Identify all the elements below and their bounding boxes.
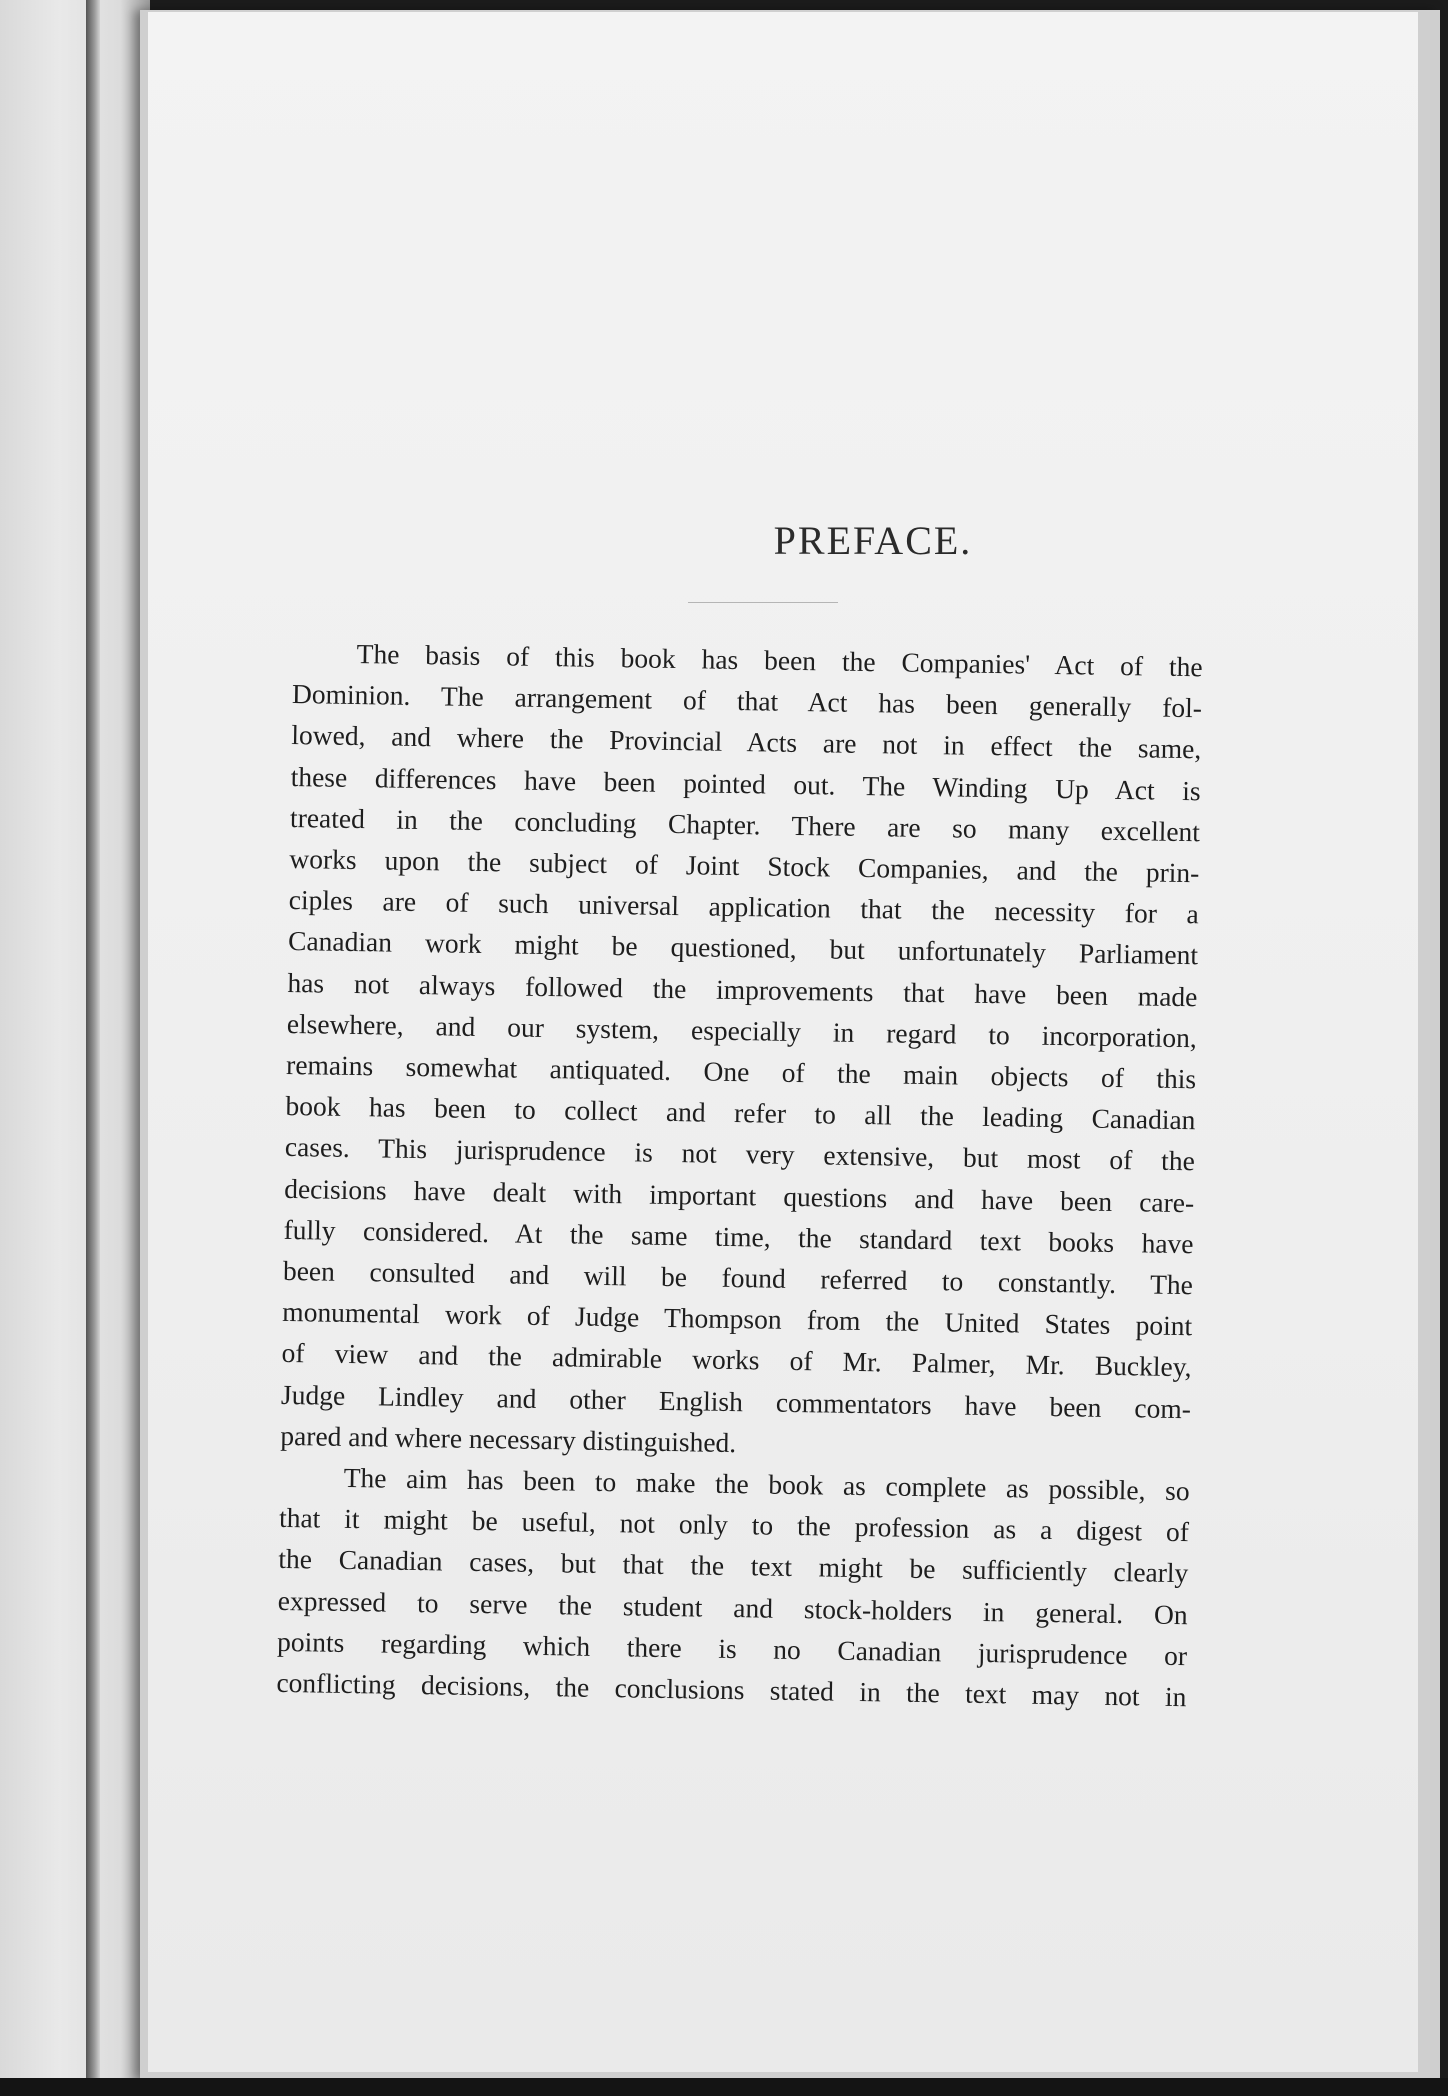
text-line: The aim has been to make the book as complete as possible, so [343,1461,1190,1507]
text-line: book has been to collect and refer to all the leading Canadian [285,1090,1196,1136]
text-line: The basis of this book has been the Companies' Act of the [356,638,1203,683]
text-line: works upon the subject of Joint Stock Companies, and the prin- [289,842,1200,889]
text-line: ciples are of such universal application that the necessity for a [288,884,1199,930]
text-line: expressed to serve the student and stock-holders in general. On [277,1584,1188,1630]
text-line: remains somewhat antiquated. One of the main objects of this [285,1048,1197,1095]
text-line: been consulted and will be found referred to constantly. The [282,1254,1194,1301]
text-line: these differences have been pointed out. The Winding Up Act is [290,760,1201,806]
text-line: that it might be useful, not only to the profession as a digest of [278,1502,1190,1548]
title-divider [688,602,838,603]
text-line: of view and the admirable works of Mr. Palmer, Mr. Buckley, [281,1337,1192,1383]
text-line: the Canadian cases, but that the text might be sufficiently clearly [278,1543,1189,1589]
text-line: lowed, and where the Provincial Acts are not in effect the same, [291,719,1202,765]
text-line: decisions have dealt with important questions and have been care- [284,1172,1195,1218]
text-line: conflicting decisions, the conclusions stated in the text may not in [276,1666,1187,1713]
text-line: Dominion. The arrangement of that Act has been generally fol- [291,678,1203,724]
book-page [148,12,1418,2072]
text-line: treated in the concluding Chapter. There are so many excellent [289,801,1201,848]
scan-bottom-border [0,2078,1448,2096]
preface-body [276,632,1203,1717]
book-spine-shadow [86,0,100,2080]
page-title: PREFACE. [773,518,973,563]
text-line: cases. This jurisprudence is not very extensive, but most of the [284,1131,1196,1177]
text-line: fully considered. At the same time, the standard text books have [283,1213,1194,1260]
text-line: monumental work of Judge Thompson from the United States point [282,1296,1193,1342]
text-line: elsewhere, and our system, especially in regard to incorporation, [286,1007,1197,1054]
text-line: Judge Lindley and other English commentators have been com- [280,1378,1192,1424]
text-line: pared and where necessary distinguished. [280,1419,737,1458]
text-line: points regarding which there is no Canadian jurisprudence or [276,1625,1188,1672]
text-line: has not always followed the improvements that have been made [287,966,1198,1012]
left-page-edge [0,0,150,2080]
text-line: Canadian work might be questioned, but unfortunately Parliament [287,925,1199,971]
